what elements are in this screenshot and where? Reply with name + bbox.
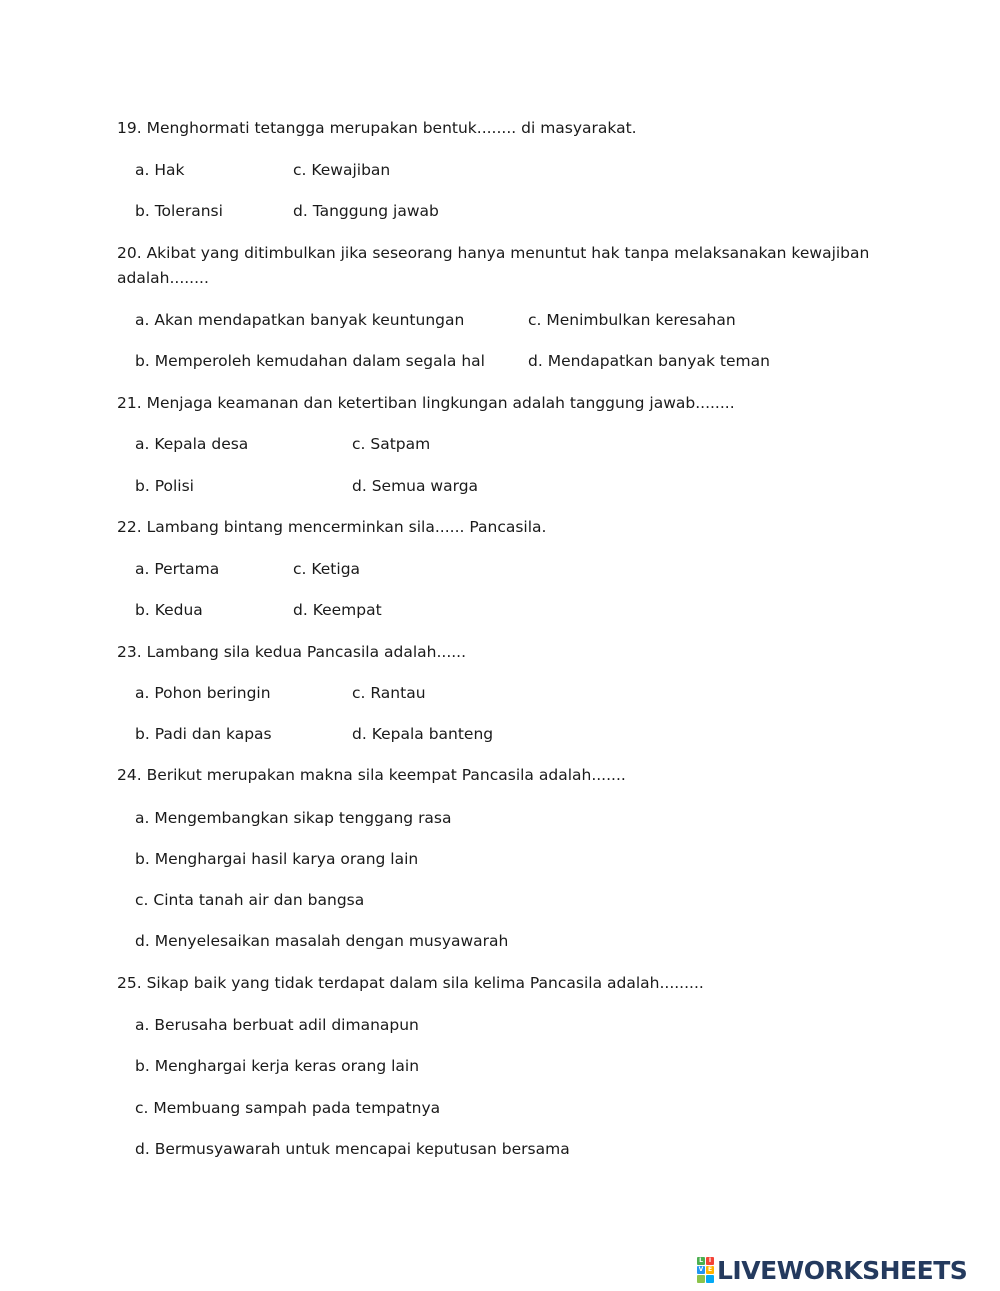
q21-option-d: d. Semua warga (352, 477, 479, 495)
q22-option-d: d. Keempat (293, 601, 382, 619)
q19-option-b: b. Toleransi (135, 202, 223, 220)
q19-option-a: a. Hak (135, 161, 185, 179)
q23-option-a: a. Pohon beringin (135, 684, 271, 702)
q24-option-c: c. Cinta tanah air dan bangsa (135, 891, 365, 909)
question-21: 21. Menjaga keamanan dan ketertiban lingkungan adalah tanggung jawab........ (117, 394, 735, 412)
q22-option-a: a. Pertama (135, 560, 220, 578)
q25-option-c: c. Membuang sampah pada tempatnya (135, 1099, 441, 1117)
question-23: 23. Lambang sila kedua Pancasila adalah...... (117, 643, 467, 661)
q19-option-c: c. Kewajiban (293, 161, 391, 179)
q20-option-a: a. Akan mendapatkan banyak keuntungan (135, 311, 465, 329)
q20-option-b: b. Memperoleh kemudahan dalam segala hal (135, 352, 485, 370)
logo-cube: E (707, 1266, 713, 1273)
q21-option-c: c. Satpam (352, 435, 431, 453)
question-22: 22. Lambang bintang mencerminkan sila...... Pancasila. (117, 518, 547, 536)
question-24: 24. Berikut merupakan makna sila keempat Pancasila adalah....... (117, 766, 626, 784)
liveworksheets-logo[interactable] (697, 1256, 967, 1284)
q23-option-b: b. Padi dan kapas (135, 725, 272, 743)
logo-cube (697, 1275, 705, 1283)
q22-option-b: b. Kedua (135, 601, 203, 619)
q22-option-c: c. Ketiga (293, 560, 361, 578)
question-19: 19. Menghormati tetangga merupakan bentuk........ di masyarakat. (117, 119, 637, 137)
q24-option-b: b. Menghargai hasil karya orang lain (135, 850, 419, 868)
q21-option-b: b. Polisi (135, 477, 194, 495)
question-25: 25. Sikap baik yang tidak terdapat dalam sila kelima Pancasila adalah......... (117, 974, 704, 992)
logo-cube: V (698, 1266, 704, 1273)
logo-cube: L (697, 1257, 705, 1265)
question-20-line-2: adalah........ (117, 269, 209, 287)
q24-option-d: d. Menyelesaikan masalah dengan musyawarah (135, 932, 509, 950)
q21-option-a: a. Kepala desa (135, 435, 249, 453)
q20-option-d: d. Mendapatkan banyak teman (528, 352, 770, 370)
question-20-line-1: 20. Akibat yang ditimbulkan jika seseorang hanya menuntut hak tanpa melaksanakan kewajiban (117, 244, 870, 262)
q23-option-c: c. Rantau (352, 684, 426, 702)
logo-cube (706, 1275, 714, 1283)
logo-cubes-icon (697, 1257, 714, 1283)
q23-option-d: d. Kepala banteng (352, 725, 494, 743)
q25-option-a: a. Berusaha berbuat adil dimanapun (135, 1016, 419, 1034)
q19-option-d: d. Tanggung jawab (293, 202, 439, 220)
logo-text: LIVEWORKSHEETS (717, 1255, 968, 1285)
q20-option-c: c. Menimbulkan keresahan (528, 311, 736, 329)
q24-option-a: a. Mengembangkan sikap tenggang rasa (135, 809, 452, 827)
q25-option-d: d. Bermusyawarah untuk mencapai keputusan bersama (135, 1140, 570, 1158)
q25-option-b: b. Menghargai kerja keras orang lain (135, 1057, 420, 1075)
logo-cube: I (706, 1257, 714, 1265)
